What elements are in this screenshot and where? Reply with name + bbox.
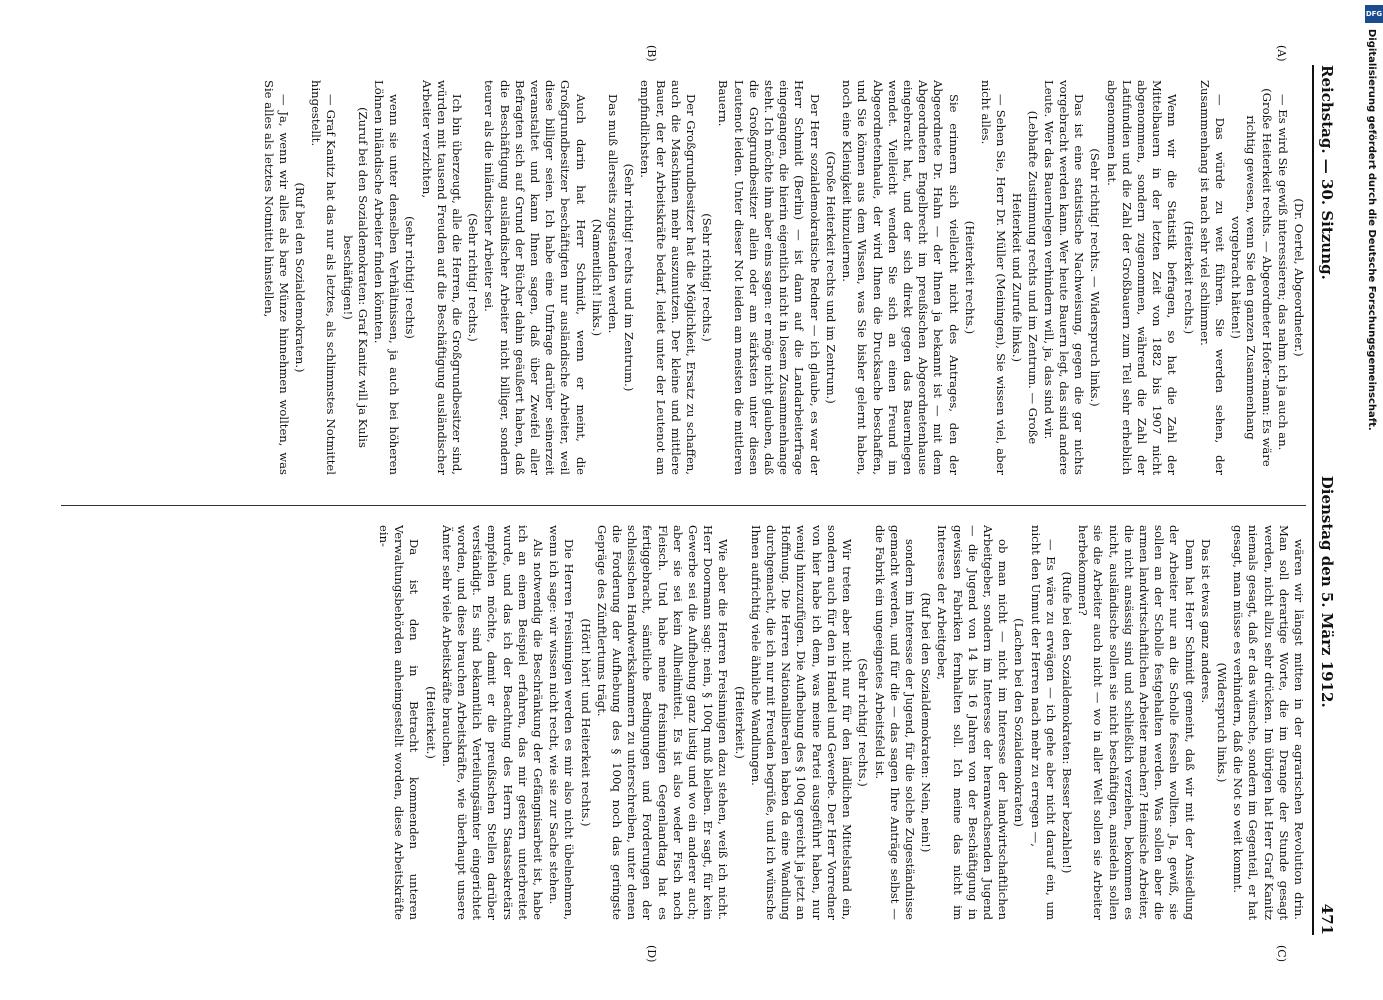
header-center: Dienstag den 5. März 1912. [1318, 475, 1336, 708]
page-header [1318, 65, 1358, 935]
paragraph: Auch darin hat Herr Schmidt, wenn er meint, die Großgrundbesitzer beschäftigten nur ausländische Arbeiter, weil diese billiger seien. Ich habe eine Umfrage darüber seinerzeit veranstaltet und kann Ihnen sagen, daß über Zweifel aller Befragten sich auf Grund der Bücher dahin geäußert haben, daß die Beschäftigung ausländischer Arbeiter nicht billiger, sondern teurer als die inländischer Arbeiter sei. [482, 80, 588, 475]
paragraph: Ich bin überzeugt, alle die Herren, die Großgrundbesitzer sind, würden mit tausend Freuden auf die Beschäftigung ausländischer Arbeiter verzichten, [419, 80, 465, 475]
paragraph: wenn sie unter denselben Verhältnissen, ja auch bei höheren Löhnen inländische Arbeiter finden könnten. [372, 80, 402, 475]
paragraph: (Sehr richtig! rechts.) [856, 658, 871, 787]
reichstag-page [48, 45, 1358, 963]
paragraph: (Ruf bei den Sozialdemokraten.) [293, 182, 307, 373]
dfg-caption: Digitalisierung gefördert durch die Deutsche Forschungsgemeinschaft. [1366, 29, 1377, 431]
paragraph: (Heiterkeit.) [423, 686, 438, 759]
margin-mark-b: (B) [645, 45, 658, 62]
paragraph: (Heiterkeit.) [732, 686, 747, 759]
paragraph: Als notwendig die Beschränkung der Gefängnisarbeit ist, habe ich an einem Beispiel erfahren, das mir gestern unterbreitet wurde, und das ich der Beachtung des Herrn Staatssekretärs empfehlen möchte, damit er die preußischen Stellen darüber verständigt. Es sind bekanntlich Verteilungsämter eingerichtet worden, und diese brauchen Arbeitskräfte, wie überhaupt unsere Ämter sehr viele Arbeitskräfte brauchen. [439, 525, 546, 920]
paragraph: — Graf Kanitz hat das nur als letztes, als schlimmstes Notmittel hingestellt. [309, 80, 339, 475]
paragraph: (Rufe bei den Sozialdemokraten: Besser bezahlen!) [1059, 571, 1074, 874]
paragraph: (Widerspruch links.) [1214, 662, 1229, 783]
paragraph: — Das würde zu weit führen. Sie werden sehen, der Zusammenhang ist nach sehr viel schlimmer. [1197, 80, 1227, 475]
paragraph: ob man nicht — nicht im Interesse der landwirtschaftlichen Arbeitgeber, sondern im Interesse der heranwachsenden Jugend — die Jugend von 14 bis 16 Jahren von der Beschäftigung in gewissen Fabriken fernhalten soll. Ich meine das nicht im Interesse der Arbeitgeber, [935, 525, 1011, 920]
paragraph: wären wir längst mitten in der agrarischen Revolution drin. Man soll derartige Worte, die im Drange der Stunde gesagt werden, nicht allzu sehr drücken. Im übrigen hat Herr Graf Kanitz niemals gesagt, daß er das wünsche, sondern im Gegenteil, er hat gesagt, man müsse es verhindern, daß die Not so weit kommt. [1231, 525, 1306, 920]
paragraph: (Zuruf bei den Sozialdemokraten: Graf Kanitz will ja Kulis beschäftigen!) [340, 107, 370, 448]
paragraph: Das ist etwas ganz anderes. [1198, 539, 1213, 704]
paragraph: sondern im Interesse der Jugend, für die solche Zugeständnisse gemacht werden, und für die — das sagen Ihre Anträge selbst — die Fabrik ein ungeeignetes Arbeitsfeld ist. [872, 525, 917, 920]
paragraph: Wenn wir die Statistik befragen, so hat die Zahl der Mittelbauern in der letzten Zeit von 1882 bis 1907 nicht abgenommen, sondern zugenommen, während die Zahl der Latifundien und die Zahl der Großbauern zum Teil sehr erheblich abgenommen hat. [1104, 80, 1180, 475]
margin-mark-a: (A) [1275, 45, 1288, 62]
paragraph: (Namentlich! links.) [589, 218, 604, 337]
right-text-column [61, 525, 1306, 920]
paragraph: Der Herr sozialdemokratische Redner — ich glaube, es war der Herr Schmidt (Berlin) — ist dann auf die Landarbeiterfrage eingegangen, die hierin eigentlich nicht in losem Zusammenhange steht. Ich möchte ihm aber eins sagen: er möge nicht glauben, daß die Großgrundbesitzer allein oder am stärksten unter diesen Leutenot leiden. Unter dieser Not leiden am meisten die mittleren Bauern. [716, 80, 822, 475]
paragraph: (Lachen bei den Sozialdemokraten) [1012, 618, 1027, 827]
paragraph: Wie aber die Herren Freisinnigen dazu stehen, weiß ich nicht. Herr Doormann sagt: nein, § 100q muß bleiben. Er sagt, für kein Gewerbe sei die Aufhebung ganz lustig und wo ein anderer auch; aber sie sei kein Allheilmittel. Es ist also weder Fisch noch Fleisch. Und habe meine freisinnigen Gegenlandtag hat es fertiggebracht, sämtliche Bedingungen und Forderungen der schlesischen Handwerkskammern zu unterschreiben, unter denen die Forderung der Aufhebung des § 100q noch das geringste Gepräge des Zünftlertums trägt. [594, 525, 731, 920]
paragraph: (Große Heiterkeit rechts und im Zentrum.) [823, 151, 838, 404]
paragraph: (Sehr richtig! rechts und im Zentrum.) [622, 163, 637, 392]
paragraph: — Ja, wenn wir alles als bare Münze hinnehmen wollten, was Sie alles als letztes Notmittel hinstellen, [261, 80, 291, 475]
paragraph: Der Großgrundbesitzer hat die Möglichkeit, Ersatz zu schaffen, auch die Maschinen mehr auszunutzen. Der kleine und mittlere Bauer, der der Arbeitskräfte bedarf, leidet unter der Leutenot am empfindlichsten. [638, 80, 699, 475]
paragraph: (Hört! hört! und Heiterkeit rechts.) [578, 618, 593, 827]
paragraph: Das ist eine statistische Nachweisung, gegen die gar nichts vorgebracht werden kann. Wer heute Bauern legt, das sind andere Leute. Wer das Bauernlegen verhindern will, ja, das sind wir. [1041, 80, 1087, 475]
margin-mark-c: (C) [1275, 945, 1288, 962]
paragraph: (Lebhafte Zustimmung rechts und im Zentrum. — Große Heiterkeit und Zurufe links.) [1010, 110, 1040, 445]
paragraph: — Es wird Sie gewiß interessieren; das nahm ich ja auch an. [1275, 94, 1290, 451]
dfg-sidebar [1365, 5, 1383, 905]
paragraph: Da ist den in Betracht kommenden unteren Verwaltungsbehörden anheimgestellt worden, diese Arbeitskräfte ein- [377, 525, 422, 920]
paragraph: Dann hat Herr Schmidt gemeint, daß wir mit der Ansiedlung der Arbeiter nur an die Scholle fesseln wollten. Ja, gewiß, sie sollen an der Scholle festgehalten werden. Was sollen aber die armen landwirtschaftlichen Arbeiter machen? Heimische Arbeiter, die nicht ansässig sind und schließlich verziehen, bekommen es nicht, ausländische sollen sie nicht beschäftigen, ansiedeln sollen sie die Arbeiter auch nicht — wo in aller Welt sollen sie Arbeiter herbekommen? [1076, 525, 1197, 920]
paragraph: (Sehr richtig! rechts.) [700, 213, 715, 342]
margin-mark-d: (D) [645, 945, 658, 963]
paragraph: (Große Heiterkeit rechts. — Abgeordneter Hofer-mann: Es wäre richtig gewesen, wenn Sie den ganzen Zusammenhang vorgebracht hätten!) [1229, 88, 1274, 467]
paragraph: Das muß allerseits zugestanden werden. [606, 94, 621, 334]
paragraph: (Heiterkeit rechts.) [962, 220, 977, 335]
header-left: Reichstag. — 30. Sitzung. [1318, 65, 1336, 280]
header-rule [1312, 65, 1314, 935]
paragraph: (Dr. Oertel, Abgeordneter.) [1292, 198, 1306, 357]
paragraph: Sie erinnern sich vielleicht nicht des Antrages, den der Abgeordnete Dr. Hahn — der Ihnen ja bekannt ist — mit dem Abgeordneten Engelbrecht im preußischen Abgeordnetenhause eingebracht hat, und der sich direkt gegen das Bauernlegen wendet. Vielleicht wenden Sie sich an einen Freund im Abgeordnetenhaule, der wird Ihnen die Drucksache beschaffen, und Sie können aus dem Wissen, was Sie bisher gelernt haben, noch eine Kleinigkeit hinzulernen. [840, 80, 961, 475]
paragraph: (Sehr richtig! rechts.) [466, 213, 481, 342]
paragraph: — Sehen Sie, Herr Dr. Müller (Meiningen), Sie wissen viel, aber nicht alles. [978, 80, 1009, 475]
paragraph: (Heiterkeit rechts.) [1181, 220, 1196, 335]
paragraph: (sehr richtig! rechts) [403, 216, 418, 339]
page-number: 471 [1318, 903, 1336, 935]
paragraph: (Ruf bei den Sozialdemokraten: Nein, nein!) [919, 592, 934, 853]
paragraph: Wir treten aber nicht nur für den ländlichen Mittelstand ein, sondern auch für den in Handel und Gewerbe. Der Herr Vorredner von hier habe ich dem, was meine Partei ausgeführt haben, nur wenig hinzuzufügen. Die Aufhebung des § 100q gereicht ja jetzt an Hoffnung. Die Herren Nationalliberalen haben da eine Wandlung durchgemacht, die ich nur mit Freuden begrüße, und ich wünsche Ihnen aufrichtig viele ähnliche Wandlungen. [748, 525, 855, 920]
paragraph: — Es wäre zu erwägen — ich gehe aber nicht darauf ein, um nicht den Unmut der Herren nach mehr zu erregen —, [1028, 525, 1058, 920]
paragraph: Die Herren Freisinnigen werden es mir also nicht übelnehmen, wenn ich sage: wir wissen nicht recht, wie sie zur Sache stehen. [547, 525, 577, 920]
left-text-column [61, 80, 1306, 475]
paragraph: (Sehr richtig! rechts. — Widerspruch links.) [1088, 148, 1103, 407]
dfg-logo: DFG [1365, 5, 1383, 23]
column-divider [61, 505, 1306, 506]
